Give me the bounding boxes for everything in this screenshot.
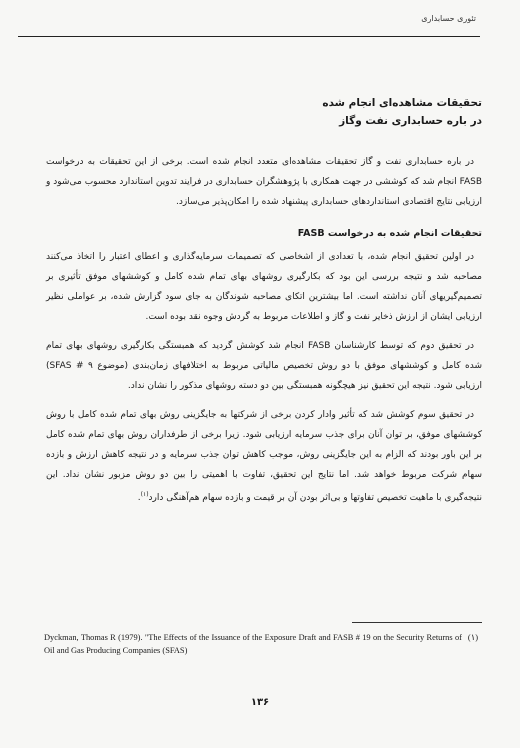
footnote-rule bbox=[352, 622, 482, 623]
page-content bbox=[46, 94, 482, 517]
section-title-line1: تحقیقات مشاهده‌ای انجام شده bbox=[322, 97, 482, 109]
page-number: ۱۳۶ bbox=[250, 697, 270, 708]
paragraph-second-study: در تحقیق دوم که توسط کارشناسان FASB انجام شد کوشش گردید که همبستگی بکارگیری روشهای بهای تمام شده کامل و کوششهای موفق با دو روش تخصیص مالیاتی مربوط به اختلافهای زمان‌بندی (موضوع SFAS # ۹) ارزیابی شود. نتیجه این تحقیق نیز هیچگونه همبستگی بین دو دسته روشهای مذکور را نشان نداد. bbox=[46, 341, 483, 391]
footnote-text: Dyckman, Thomas R (1979). "The Effects of the Issuance of the Exposure Draft and FASB # 19 on the Security Returns of Oil and Gas Producing Companies (SFAS) bbox=[44, 633, 462, 655]
footnote-number: (۱) bbox=[467, 633, 478, 642]
paragraph-third-study bbox=[46, 405, 482, 508]
paragraph-intro: در باره حسابداری نفت و گاز تحقیقات مشاهده‌ای متعدد انجام شده است. برخی از این تحقیقات به درخواست FASB انجام شد که کوششی در جهت همکاری با پژوهشگران حسابداری در فرایند تدوین استاندارد محسوب می‌شود و ارزیابی نتایج اقتصادی استانداردهای حسابداری پیشنهاد شده را امکان‌پذیر می‌سازد. bbox=[46, 157, 482, 207]
running-header: تئوری حسابداری bbox=[421, 14, 476, 23]
footnote bbox=[44, 631, 478, 657]
paragraph-third-study-text: در تحقیق سوم کوشش شد که تأثیر وادار کردن برخی از شرکتها به جایگزینی روش بهای تمام شده کامل با روش کوششهای موفق، بر توان آنان برای جذب سرمایه ارزیابی شود. زیرا برخی از طرفداران روش بهای تمام شده کامل بر این باور بودند که الزام به این جایگزینی روش، موجب کاهش توان جذب سرمایه و در نتیجه کاهش ارزش و بازده سهام شرکت مربوط خواهد شد. اما نتایج این تحقیق، تفاوت با اهمیتی را بین دو روش مزبور نشان نداد. این نتیجه‌گیری با ماهیت تخصیص تفاوتها و بی‌اثر بودن آن بر قیمت و بازده سهام هم‌آهنگی دارد bbox=[46, 410, 482, 503]
subsection-title: تحقیقات انجام شده به درخواست FASB bbox=[297, 228, 482, 239]
paragraph-first-study: در اولین تحقیق انجام شده، با تعدادی از اشخاصی که تصمیمات سرمایه‌گذاری و اعطای اعتبار را اتخاذ می‌کنند مصاحبه شد و نتیجه بررسی این بود که بکارگیری روشهای بهای تمام شده کامل و کوششهای موفق تأثیری بر تصمیم‌گیریهای آنان نداشته است. اما بیشترین اتکای مصاحبه شوندگان به جای سود گزارش شده، بر عواملی نظیر ارزیابی ایشان از ارزش ذخایر نفت و گاز و اطلاعات مربوط به گردش وجوه نقد بوده است. bbox=[46, 252, 482, 322]
section-title-line2: در باره حسابداری نفت وگاز bbox=[339, 115, 482, 127]
header-rule bbox=[18, 36, 480, 37]
footnote-reference: (۱) bbox=[140, 491, 149, 498]
paragraph-end-mark: . bbox=[137, 493, 141, 503]
